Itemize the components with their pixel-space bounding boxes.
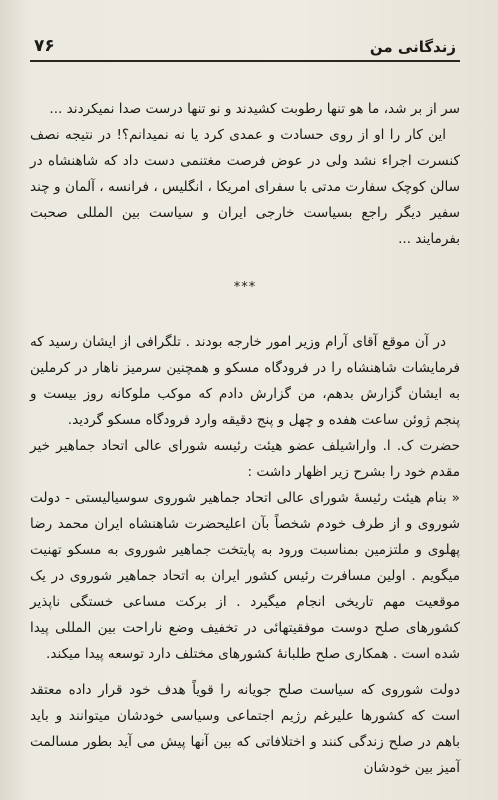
book-title: زندگانی من: [369, 38, 456, 56]
paragraph-2: این کار را او از روی حسادت و عمدی کرد یا نه نمیدانم؟! در نتیجه نصف کنسرت اجراء نشد ولی در عوض فرصت مغتنمی دست داد که شاهنشاه در سالن کوچک سفارت مدتی با سفرای امریکا ، انگلیس ، فرانسه ، آلمان و چند سفیر دیگر راجع بسیاست خارجی ایران و سیاست بین المللی صحبت بفرمایند ...: [30, 127, 460, 247]
paragraph-1: سر از بر شد، ما هو تنها رطوبت کشیدند و نو تنها درست صدا نمیکردند ...: [49, 101, 460, 117]
section-separator: ***: [233, 280, 257, 295]
page-header: [30, 36, 460, 62]
paragraph-5-quote: « بنام هیئت رئیسهٔ شورای عالی اتحاد جماهیر شوروی سوسیالیستی - دولت شوروی و از طرف خودم شخصاً بآن اعلیحضرت شاهنشاه ایران محمد رضا پهلوی و ملتزمین بمناسبت ورود به پایتخت جماهیر شوروی به مسکو تهنیت میگویم . اولین مسافرت رئیس کشور ایران به اتحاد جماهیر شوروی در یک موقعیت مهم تاریخی انجام میگیرد . از برکت مساعی خستگی ناپذیر کشورهای صلح دوست موفقیتهائی در تخفیف وضع ناراحت بین المللی پیدا شده است . همکاری صلح طلبانهٔ کشورهای مختلف دارد توسعه پیدا میکند.: [30, 490, 460, 662]
paragraph-6: دولت شوروی که سیاست صلح جویانه را قویاً هدف خود قرار داده معتقد است که کشورها علیرغم رژیم اجتماعی وسیاسی خودشان میتوانند و باید باهم در صلح زندگی کنند و اختلافاتی که بین آنها پیش می آید بطور مسالمت آمیز بین خودشان: [30, 682, 460, 776]
page-number: ۷۶: [34, 36, 55, 56]
paragraph-4: حضرت ک. ا. واراشیلف عضو هیئت رئیسه شورای عالی اتحاد جماهیر خیر مقدم خود را بشرح زیر اظهار داشت :: [30, 438, 460, 480]
page-body: [30, 96, 460, 781]
paragraph-3: در آن موقع آقای آرام وزیر امور خارجه بودند . تلگرافی از ایشان رسید که فرمایشات شاهنشاه را در فرودگاه مسکو و همچنین سرمیز ناهار در کرملین به ایشان گزارش بدهم، من گزارش دادم که موکب ملوکانه روز بیست و پنجم ژوئن ساعت هفده و چهل و پنج دقیقه وارد فرودگاه مسکو گردید.: [30, 334, 460, 428]
